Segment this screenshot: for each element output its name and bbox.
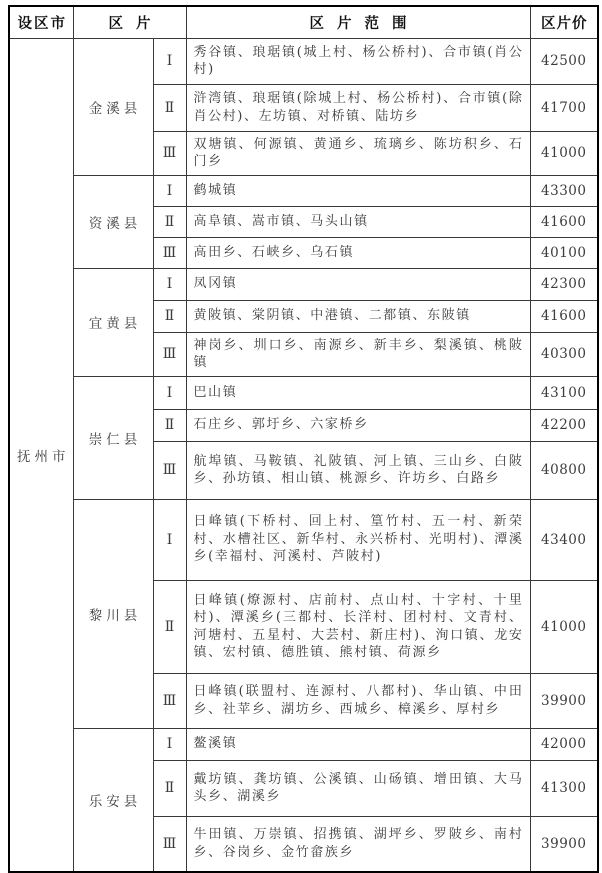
tier-cell: Ⅱ <box>153 409 186 441</box>
tier-cell: Ⅱ <box>153 760 186 816</box>
tier-cell: Ⅱ <box>153 580 186 673</box>
price-cell: 42000 <box>530 728 598 760</box>
table-row <box>9 38 598 84</box>
scope-cell: 神岗乡、圳口乡、南源乡、新丰乡、梨溪镇、桃陂镇 <box>186 332 530 376</box>
scope-cell: 秀谷镇、琅琚镇(城上村、杨公桥村)、合市镇(肖公村) <box>186 38 530 84</box>
scope-cell: 双塘镇、何源镇、黄通乡、琉璃乡、陈坊积乡、石门乡 <box>186 131 530 175</box>
scope-cell: 凤冈镇 <box>186 268 530 300</box>
table-row <box>9 175 598 206</box>
county-cell-chongren: 崇仁县 <box>73 376 153 499</box>
price-cell: 41300 <box>530 760 598 816</box>
tier-cell: Ⅱ <box>153 300 186 332</box>
tier-cell: Ⅰ <box>153 376 186 409</box>
price-cell: 42200 <box>530 409 598 441</box>
table-row <box>9 268 598 300</box>
price-cell: 40300 <box>530 332 598 376</box>
scope-cell: 鹤城镇 <box>186 175 530 206</box>
land-price-zone-table <box>8 5 599 873</box>
scope-cell: 石庄乡、郭圩乡、六家桥乡 <box>186 409 530 441</box>
scope-cell: 高阜镇、嵩市镇、马头山镇 <box>186 206 530 237</box>
header-city: 设区市 <box>9 6 73 38</box>
tier-cell: Ⅲ <box>153 441 186 499</box>
tier-cell: Ⅲ <box>153 332 186 376</box>
price-cell: 42300 <box>530 268 598 300</box>
scope-cell: 浒湾镇、琅琚镇(除城上村、杨公桥村)、合市镇(除肖公村)、左坊镇、对桥镇、陆坊乡 <box>186 84 530 131</box>
header-price: 区片价 <box>530 6 598 38</box>
scope-cell: 戴坊镇、龚坊镇、公溪镇、山砀镇、增田镇、大马头乡、湖溪乡 <box>186 760 530 816</box>
county-cell-jinxi: 金溪县 <box>73 38 153 175</box>
tier-cell: Ⅲ <box>153 673 186 728</box>
tier-cell: Ⅲ <box>153 816 186 872</box>
county-cell-zixi: 资溪县 <box>73 175 153 268</box>
price-cell: 42500 <box>530 38 598 84</box>
price-cell: 43400 <box>530 499 598 580</box>
table-row <box>9 728 598 760</box>
tier-cell: Ⅰ <box>153 728 186 760</box>
scope-cell: 高田乡、石峡乡、乌石镇 <box>186 237 530 268</box>
tier-cell: Ⅲ <box>153 131 186 175</box>
header-district: 区片 <box>73 6 186 38</box>
city-cell: 抚州市 <box>9 38 73 872</box>
tier-cell: Ⅲ <box>153 237 186 268</box>
scope-cell: 日峰镇(联盟村、连源村、八都村)、华山镇、中田乡、社苹乡、湖坊乡、西城乡、樟溪乡、厚村乡 <box>186 673 530 728</box>
price-cell: 40800 <box>530 441 598 499</box>
scope-cell: 日峰镇(下桥村、回上村、篁竹村、五一村、新荣村、水槽社区、新华村、永兴桥村、光明村)、潭溪乡(幸福村、河溪村、芦陂村) <box>186 499 530 580</box>
price-cell: 41600 <box>530 206 598 237</box>
price-cell: 41700 <box>530 84 598 131</box>
tier-cell: Ⅱ <box>153 84 186 131</box>
price-cell: 43300 <box>530 175 598 206</box>
tier-cell: Ⅰ <box>153 38 186 84</box>
scope-cell: 黄陂镇、棠阴镇、中港镇、二都镇、东陂镇 <box>186 300 530 332</box>
price-cell: 43100 <box>530 376 598 409</box>
header-row <box>9 6 598 38</box>
price-cell: 41000 <box>530 131 598 175</box>
scope-cell: 巴山镇 <box>186 376 530 409</box>
price-cell: 40100 <box>530 237 598 268</box>
scope-cell: 航埠镇、马鞍镇、礼陂镇、河上镇、三山乡、白陂乡、孙坊镇、相山镇、桃源乡、许坊乡、白路乡 <box>186 441 530 499</box>
scope-cell: 日峰镇(燎源村、店前村、点山村、十字村、十里村)、潭溪乡(三都村、长洋村、团村村、文青村、河塘村、五星村、大芸村、新庄村)、洵口镇、龙安镇、宏村镇、德胜镇、熊村镇、荷源乡 <box>186 580 530 673</box>
table-row <box>9 376 598 409</box>
county-cell-yihuang: 宜黄县 <box>73 268 153 376</box>
tier-cell: Ⅰ <box>153 499 186 580</box>
county-cell-lean: 乐安县 <box>73 728 153 872</box>
county-cell-lichuan: 黎川县 <box>73 499 153 728</box>
tier-cell: Ⅱ <box>153 206 186 237</box>
price-cell: 39900 <box>530 816 598 872</box>
price-cell: 41000 <box>530 580 598 673</box>
scope-cell: 牛田镇、万崇镇、招携镇、湖坪乡、罗陂乡、南村乡、谷岗乡、金竹畲族乡 <box>186 816 530 872</box>
header-scope: 区片范围 <box>186 6 530 38</box>
price-cell: 41600 <box>530 300 598 332</box>
price-cell: 39900 <box>530 673 598 728</box>
scope-cell: 鳌溪镇 <box>186 728 530 760</box>
tier-cell: Ⅰ <box>153 268 186 300</box>
table-row <box>9 499 598 580</box>
tier-cell: Ⅰ <box>153 175 186 206</box>
